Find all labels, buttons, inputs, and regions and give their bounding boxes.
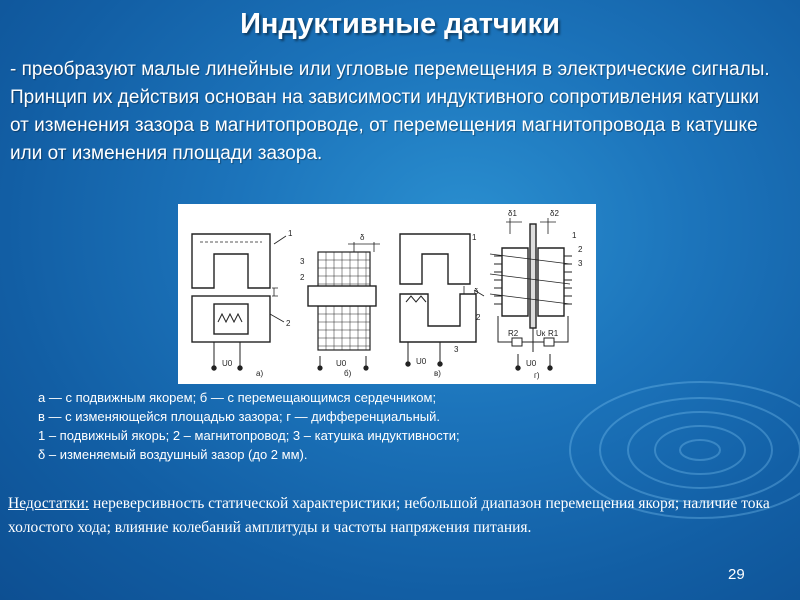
diagram-b <box>308 242 380 370</box>
page-number: 29 <box>728 566 745 583</box>
label-n1a: 1 <box>288 229 293 238</box>
label-a: а) <box>256 369 264 378</box>
label-u0b: U0 <box>336 359 347 368</box>
label-n3v: 3 <box>454 345 459 354</box>
label-delta-v: δ <box>474 287 479 296</box>
figure-caption <box>38 388 658 464</box>
label-b: б) <box>344 369 352 378</box>
diagram-a <box>192 234 286 370</box>
label-n2g: 2 <box>578 245 583 254</box>
label-u0g: U0 <box>526 359 537 368</box>
caption-line-1: а — с подвижным якорем; б — с перемещающимся сердечником; <box>38 390 437 405</box>
label-n1v: 1 <box>472 233 477 242</box>
caption-line-2: в — с изменяющейся площадью зазора; г — дифференциальный. <box>38 409 440 424</box>
label-uk: Uк <box>536 329 546 338</box>
label-delta2: δ2 <box>550 209 559 218</box>
label-n2v: 2 <box>476 313 481 322</box>
label-g: г) <box>534 371 540 380</box>
diagram-g <box>490 218 572 370</box>
label-n3g: 3 <box>578 259 583 268</box>
label-n3b: 3 <box>300 257 305 266</box>
label-v: в) <box>434 369 441 378</box>
label-u0v: U0 <box>416 357 427 366</box>
drawbacks-block <box>8 492 780 540</box>
label-delta1: δ1 <box>508 209 517 218</box>
sensor-diagrams <box>178 204 596 384</box>
diagram-v <box>400 234 484 366</box>
label-n2b: 2 <box>300 273 305 282</box>
label-u0a: U0 <box>222 359 233 368</box>
label-delta-b: δ <box>360 233 365 242</box>
label-n2a: 2 <box>286 319 291 328</box>
drawbacks-text: нереверсивность статической характеристики; небольшой диапазон перемещения якоря; наличие тока холостого хода; влияние колебаний амплитуды и частоты напряжения питания. <box>8 495 770 536</box>
drawbacks-label: Недостатки: <box>8 495 90 512</box>
intro-text: - преобразуют малые линейные или угловые перемещения в электрические сигналы. Принцип их действия основан на зависимости индуктивного сопротивления катушки от изменения зазора в магнитопроводе, от перемещения магнитопровода в катушке или от изменения площади зазора. <box>10 59 770 164</box>
caption-line-4: δ – изменяемый воздушный зазор (до 2 мм). <box>38 447 308 462</box>
label-r1: R1 <box>548 329 559 338</box>
label-r2: R2 <box>508 329 519 338</box>
slide-title: Индуктивные датчики <box>240 8 560 40</box>
caption-line-3: 1 – подвижный якорь; 2 – магнитопровод; 3 – катушка индуктивности; <box>38 428 460 443</box>
label-n1g: 1 <box>572 231 577 240</box>
